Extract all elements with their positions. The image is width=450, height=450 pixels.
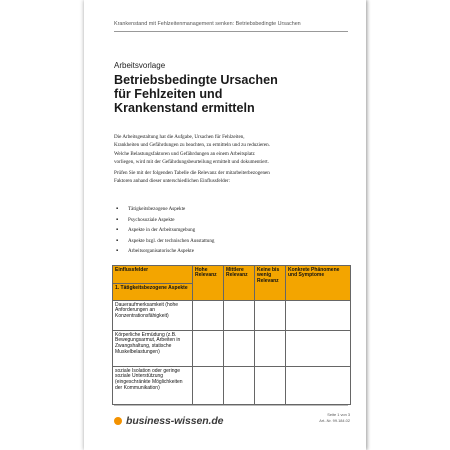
bullet-icon: ▪ (116, 227, 119, 234)
column-header: Keine bis wenig Relevanz (255, 266, 286, 301)
table-cell-low[interactable] (255, 367, 286, 405)
table-cell-high[interactable] (193, 367, 224, 405)
table-row (113, 301, 351, 331)
logo-dot-icon (114, 417, 122, 425)
intro-text (114, 133, 354, 189)
table-header-row (113, 266, 351, 284)
intro-paragraph-2 (114, 169, 354, 186)
table-cell-high[interactable] (193, 301, 224, 331)
table-row (113, 331, 351, 367)
column-header: Hohe Relevanz (193, 266, 224, 301)
list-item: ▪ Psychosoziale Aspekte (116, 216, 175, 223)
table-cell-symptoms[interactable] (286, 301, 351, 331)
table-cell-medium[interactable] (224, 301, 255, 331)
table-row (113, 367, 351, 405)
column-header: Einflussfelder (113, 266, 193, 284)
text-line: Faktoren anhand dieser unterschiedlichen Einflussfelder: (114, 178, 230, 185)
document-page (84, 0, 366, 450)
document-type-label: Arbeitsvorlage (114, 61, 166, 70)
text-line: Krankheiten und Gefährdungen zu beachten, zu ermitteln und zu reduzieren. (114, 142, 271, 149)
table-cell-factor: Daueraufmerksamkeit (hohe Anforderungen an Konzentrationsfähigkeit) (113, 301, 193, 331)
table-cell-medium[interactable] (224, 331, 255, 367)
text-line: vorliegen, wird mit der Gefährdungsbeurteilung ermittelt und dokumentiert. (114, 158, 269, 165)
list-item: ▪ Aspekte in der Arbeitsumgebung (116, 227, 196, 234)
column-header: Mittlere Relevanz (224, 266, 255, 301)
bullet-icon: ▪ (116, 237, 119, 244)
table-cell-symptoms[interactable] (286, 331, 351, 367)
influence-field-list (114, 206, 354, 259)
text-line: Welche Belastungsfaktoren und Gefährdungen an einem Arbeitsplatz (114, 150, 255, 157)
brand-logo[interactable] (114, 414, 223, 428)
text-line: Die Arbeitsgestaltung hat die Aufgabe, Ursachen für Fehlzeiten, (114, 134, 245, 140)
bullet-icon: ▪ (116, 216, 119, 223)
title-line: Krankenstand ermitteln (114, 101, 255, 115)
table-cell-factor: soziale Isolation oder geringe soziale Unterstützung (eingeschränkte Möglichkeiten der Kommunikation) (113, 367, 193, 405)
table-cell-high[interactable] (193, 331, 224, 367)
text-line: Prüfen Sie mit der folgenden Tabelle die Relevanz der mitarbeiterbezogenen (114, 170, 270, 177)
table-cell-factor: Körperliche Ermüdung (z.B. Bewegungsarmut, Arbeiten in Zwangshaltung, statische Muskelbelastungen) (113, 331, 193, 367)
page-info (310, 412, 350, 423)
list-item: ▪ Aspekte bzgl. der technischen Ausstattung (116, 237, 215, 244)
intro-paragraph-1 (114, 133, 354, 166)
header-divider (114, 31, 348, 32)
logo-text: business-wissen.de (126, 415, 224, 427)
relevance-table (112, 265, 351, 405)
title-line: Betriebsbedingte Ursachen (114, 73, 278, 87)
table-cell-symptoms[interactable] (286, 367, 351, 405)
bullet-icon: ▪ (116, 206, 119, 212)
table-cell-low[interactable] (255, 331, 286, 367)
list-item: ▪ Arbeitsorganisatorische Aspekte (116, 248, 194, 255)
title-line: für Fehlzeiten und (114, 87, 223, 101)
table-cell-medium[interactable] (224, 367, 255, 405)
bullet-icon: ▪ (116, 248, 119, 255)
table-cell-low[interactable] (255, 301, 286, 331)
footer-divider (114, 405, 348, 406)
section-label: 1. Tätigkeitsbezogene Aspekte (113, 284, 193, 301)
article-number: Art.-Nr. 99.184.02 (319, 417, 350, 423)
list-item: ▪ Tätigkeitsbezogene Aspekte (116, 206, 186, 212)
page-number: Seite 1 von 3 (327, 412, 350, 417)
running-header: Krankenstand mit Fehlzeitenmanagement senken: Betriebsbedingte Ursachen (114, 21, 301, 27)
column-header: Konkrete Phänomene und Symptome (286, 266, 351, 301)
page-title (114, 73, 354, 115)
